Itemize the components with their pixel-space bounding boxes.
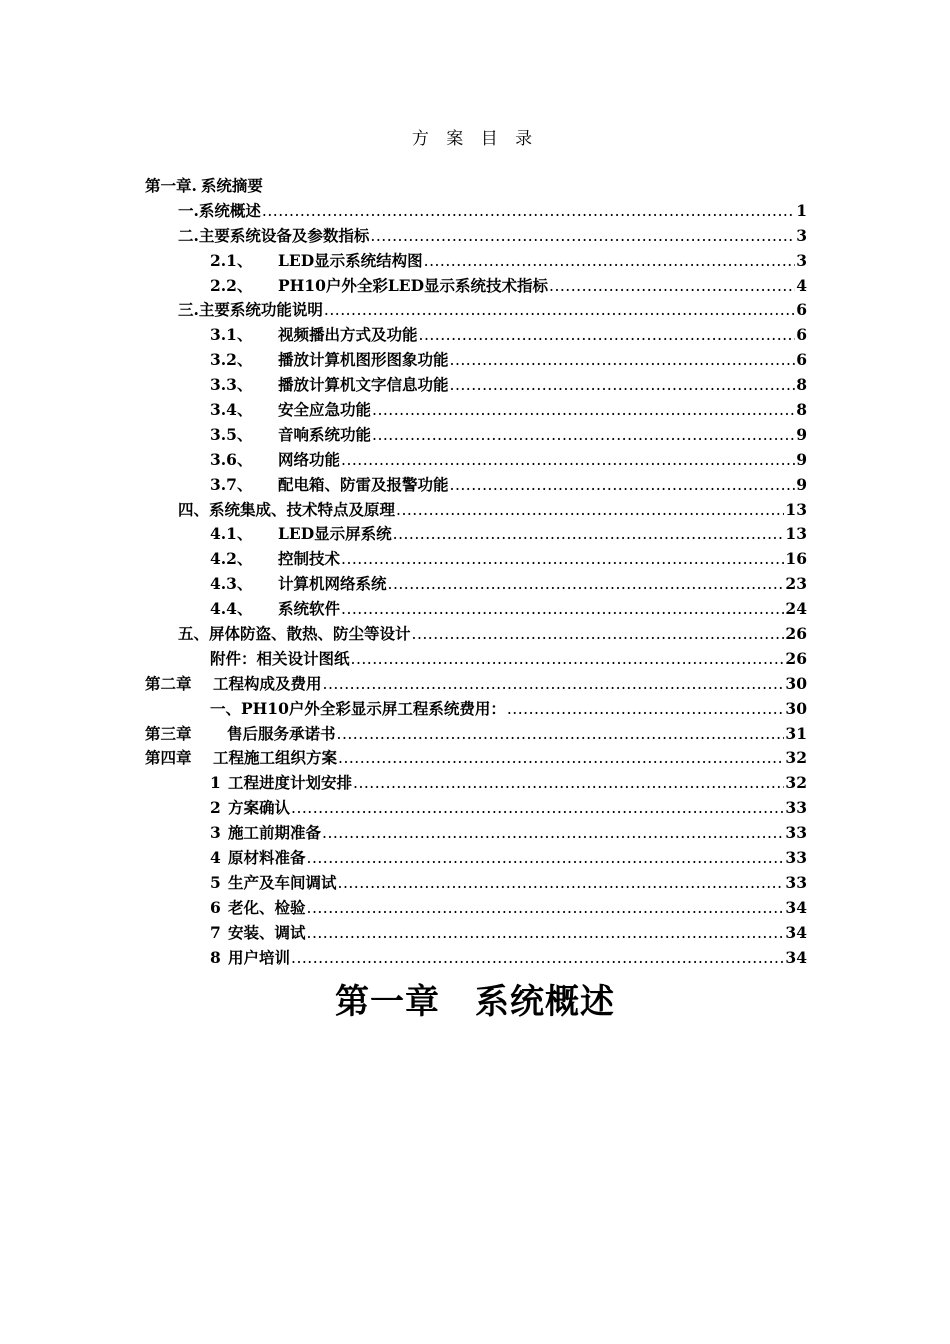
toc-page-number: 34 [785, 922, 807, 942]
toc-leader-dots [396, 498, 784, 523]
toc-page-number: 6 [796, 300, 807, 320]
toc-entry[interactable] [145, 498, 807, 523]
toc-leader-dots [424, 249, 796, 274]
toc-entry-number: 3.5、 [210, 424, 253, 444]
toc-entry-number: 四、 [178, 499, 210, 519]
toc-entry-number: 3.3、 [210, 375, 253, 395]
toc-leader-dots [262, 199, 795, 224]
toc-entry-number: 3.2、 [210, 350, 253, 370]
toc-leader-dots [307, 921, 785, 946]
toc-leader-dots [291, 796, 784, 821]
toc-page-number: 4 [796, 275, 807, 295]
toc-entry-number: 3.1、 [210, 325, 253, 345]
toc-page-number: 26 [785, 648, 807, 668]
toc-entry-text: 工程施工组织方案 [213, 748, 338, 768]
toc-entry[interactable] [145, 373, 807, 398]
toc-entry-number: 3.7、 [210, 474, 253, 494]
toc-entry-number: 3.4、 [210, 400, 253, 420]
toc-page-number: 31 [785, 723, 807, 743]
toc-leader-dots [450, 348, 796, 373]
toc-entry-number: 第四章 [145, 748, 192, 768]
toc-leader-dots [341, 547, 784, 572]
toc-page-number: 16 [785, 549, 807, 569]
toc-page-number: 9 [796, 474, 807, 494]
toc-page-number: 23 [785, 574, 807, 594]
toc-title: 方 案 目 录 [411, 129, 539, 149]
toc-entry[interactable] [145, 199, 807, 224]
toc-leader-dots [450, 473, 796, 498]
toc-entry-number: 二. [178, 225, 199, 245]
toc-page-number: 33 [785, 848, 807, 868]
toc-entry-number: 三. [178, 300, 199, 320]
toc-entry[interactable] [145, 249, 807, 274]
toc-entry-text: 视频播出方式及功能 [278, 325, 418, 345]
toc-leader-dots [307, 896, 785, 921]
toc-entry[interactable] [145, 174, 807, 199]
toc-leader-dots [291, 946, 784, 971]
toc-entry[interactable] [145, 224, 807, 249]
toc-leader-dots [337, 722, 785, 747]
toc-entry-text: 方案确认 [228, 798, 291, 818]
toc-entry-text: 控制技术 [278, 549, 341, 569]
table-of-contents [145, 174, 807, 971]
toc-page-number: 32 [785, 773, 807, 793]
toc-entry-number: 2 [210, 798, 221, 818]
toc-entry-number: 8 [210, 947, 221, 967]
toc-entry[interactable] [145, 697, 807, 722]
toc-page-number: 33 [785, 823, 807, 843]
toc-entry[interactable] [145, 423, 807, 448]
toc-entry-number: 第二章 [145, 673, 192, 693]
toc-leader-dots [549, 274, 795, 299]
toc-entry-number: 第三章 [145, 723, 192, 743]
toc-entry[interactable] [145, 821, 807, 846]
toc-page-number: 24 [785, 599, 807, 619]
toc-entry[interactable] [145, 547, 807, 572]
toc-leader-dots [450, 373, 796, 398]
toc-page-number: 3 [796, 250, 807, 270]
toc-entry-text: 系统集成、技术特点及原理 [209, 499, 396, 519]
toc-entry[interactable] [145, 647, 807, 672]
toc-page-number: 9 [796, 424, 807, 444]
toc-leader-dots [412, 622, 785, 647]
toc-entry[interactable] [145, 796, 807, 821]
toc-entry[interactable] [145, 871, 807, 896]
toc-page-number: 8 [796, 400, 807, 420]
toc-entry[interactable] [145, 672, 807, 697]
toc-entry[interactable] [145, 298, 807, 323]
toc-entry[interactable] [145, 323, 807, 348]
toc-entry-text: 音响系统功能 [278, 424, 372, 444]
toc-leader-dots [341, 448, 795, 473]
toc-leader-dots [353, 771, 784, 796]
toc-entry[interactable] [145, 846, 807, 871]
toc-entry-text: 施工前期准备 [228, 823, 322, 843]
toc-leader-dots [338, 746, 784, 771]
toc-entry-text: 屏体防盗、散热、防尘等设计 [209, 624, 411, 644]
toc-leader-dots [370, 224, 795, 249]
toc-entry-text: 配电箱、防雷及报警功能 [278, 474, 449, 494]
toc-leader-dots [351, 647, 785, 672]
toc-entry-number: 4.1、 [210, 524, 253, 544]
toc-page-number: 8 [796, 375, 807, 395]
toc-entry-number: 3 [210, 823, 221, 843]
toc-entry[interactable] [145, 348, 807, 373]
toc-entry-number: 7 [210, 922, 221, 942]
toc-entry[interactable] [145, 572, 807, 597]
toc-entry-text: 工程进度计划安排 [228, 773, 353, 793]
toc-page-number: 6 [796, 325, 807, 345]
toc-entry[interactable] [145, 398, 807, 423]
toc-leader-dots [307, 846, 785, 871]
toc-page-number: 32 [785, 748, 807, 768]
toc-entry-number: 一. [178, 200, 199, 220]
toc-page-number: 30 [785, 698, 807, 718]
toc-entry-text: 主要系统设备及参数指标 [198, 225, 370, 245]
toc-entry-text: 工程构成及费用 [213, 673, 322, 693]
toc-page-number: 1 [796, 200, 807, 220]
toc-entry-text: 系统软件 [278, 599, 341, 619]
toc-entry-text: 用户培训 [228, 947, 291, 967]
toc-entry-number: 4.2、 [210, 549, 253, 569]
toc-entry[interactable] [145, 896, 807, 921]
toc-entry[interactable] [145, 746, 807, 771]
toc-entry-number: 1 [210, 773, 221, 793]
toc-entry-text: 播放计算机图形图象功能 [278, 350, 449, 370]
toc-page-number: 34 [785, 897, 807, 917]
toc-page-number: 9 [796, 449, 807, 469]
toc-entry-text: 老化、检验 [228, 897, 306, 917]
chapter-heading: 第一章 系统概述 [335, 982, 615, 1022]
toc-leader-dots [419, 323, 796, 348]
toc-entry-number: 3.6、 [210, 449, 253, 469]
toc-entry[interactable] [145, 448, 807, 473]
toc-entry-text: 附件：相关设计图纸 [210, 648, 350, 668]
toc-entry-text: 生产及车间调试 [228, 872, 337, 892]
toc-leader-dots [322, 821, 784, 846]
toc-entry-text: 原材料准备 [228, 848, 306, 868]
toc-entry[interactable] [145, 622, 807, 647]
toc-page-number: 30 [785, 673, 807, 693]
toc-entry-text: 播放计算机文字信息功能 [278, 375, 449, 395]
toc-entry[interactable] [145, 946, 807, 971]
toc-leader-dots [338, 871, 785, 896]
toc-entry[interactable] [145, 522, 807, 547]
toc-entry-number: 4.4、 [210, 599, 253, 619]
toc-entry-text: 一、PH10户外全彩显示屏工程系统费用： [210, 698, 506, 718]
toc-leader-dots [341, 597, 784, 622]
toc-entry[interactable] [145, 274, 807, 299]
toc-entry-number: 4.3、 [210, 574, 253, 594]
toc-entry[interactable] [145, 722, 807, 747]
toc-entry-number: 5 [210, 872, 221, 892]
toc-entry-text: PH10户外全彩LED显示系统技术指标 [278, 275, 549, 295]
toc-entry[interactable] [145, 597, 807, 622]
toc-leader-dots [323, 672, 785, 697]
toc-leader-dots [507, 697, 785, 722]
toc-leader-dots [388, 572, 785, 597]
toc-entry-text: 安装、调试 [228, 922, 306, 942]
toc-entry-text: 计算机网络系统 [278, 574, 387, 594]
toc-entry-text: 售后服务承诺书 [227, 723, 336, 743]
toc-page-number: 6 [796, 350, 807, 370]
toc-entry-text: 安全应急功能 [278, 400, 372, 420]
toc-entry-number: 五、 [178, 624, 210, 644]
toc-leader-dots [372, 423, 795, 448]
toc-leader-dots [372, 398, 795, 423]
toc-entry[interactable] [145, 771, 807, 796]
toc-page-number: 26 [785, 624, 807, 644]
toc-leader-dots [393, 522, 785, 547]
toc-page-number: 33 [785, 798, 807, 818]
toc-entry-number: 4 [210, 848, 221, 868]
toc-entry-number: 第一章. [145, 176, 197, 195]
toc-entry-text: LED显示系统结构图 [278, 250, 423, 270]
toc-entry-text: 系统摘要 [200, 176, 263, 195]
toc-entry-number: 2.1、 [210, 250, 253, 270]
toc-entry-number: 2.2、 [210, 275, 253, 295]
toc-page-number: 13 [785, 524, 807, 544]
toc-entry-text: 主要系统功能说明 [198, 300, 323, 320]
toc-entry[interactable] [145, 473, 807, 498]
toc-leader-dots [324, 298, 795, 323]
toc-page-number: 3 [796, 225, 807, 245]
toc-entry-text: LED显示屏系统 [278, 524, 392, 544]
toc-entry[interactable] [145, 921, 807, 946]
toc-entry-text: 系统概述 [198, 200, 261, 220]
toc-entry-number: 6 [210, 897, 221, 917]
toc-page-number: 33 [785, 872, 807, 892]
toc-page-number: 34 [785, 947, 807, 967]
toc-entry-text: 网络功能 [278, 449, 341, 469]
toc-page-number: 13 [785, 499, 807, 519]
